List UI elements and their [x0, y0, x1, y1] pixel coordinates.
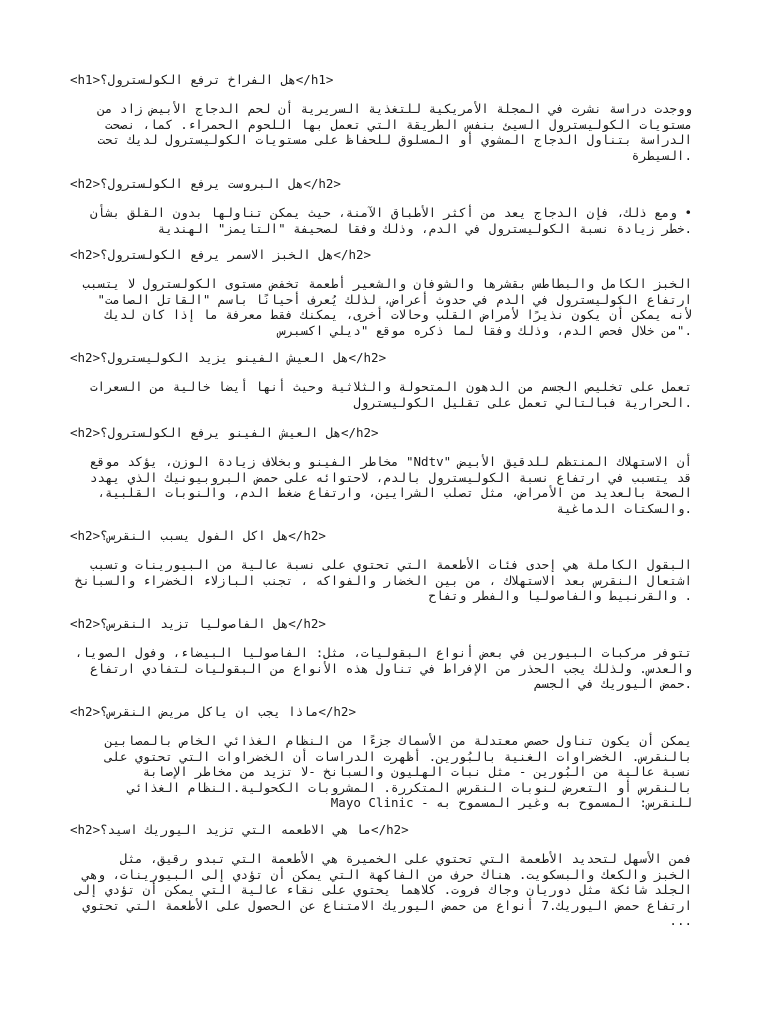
section-heading: <h2>ماذا يجب ان ياكل مريض النقرس؟</h2> [70, 704, 356, 719]
section-heading: <h2>هل اكل الفول يسبب النقرس؟</h2> [70, 528, 326, 543]
section-paragraph: أن الاستهلاك المنتظم للدقيق الأبيض "Ndtv" مخاطر الفينو وبخلاف زيادة الوزن، يؤكد موقع قد يتسبب في ارتفاع نسبة الكوليسترول بالدم، لاحتوائه على حمض البروبيونيك الذي يهدد الصحة بالعديد من الأمراض، مثل تصلب الشرايين، وارتفاع ضغط الدم، والنوبات القلبية، .والسكتات الدماغية [89, 454, 692, 516]
section-heading: <h2>هل الفاصوليا تزيد النقرس؟</h2> [70, 616, 326, 631]
section-heading: <h2>هل الخبز الاسمر يرفع الكولسترول؟</h2> [70, 247, 372, 262]
section-paragraph: • ومع ذلك، فإن الدجاج يعد من أكثر الأطباق الآمنة، حيث يمكن تناولها بدون القلق بشأن .خطر زيادة نسبة الكوليسترول في الدم، وذلك وفقا لصحيفة "التايمز" الهندية [89, 205, 692, 236]
section-paragraph: البقول الكاملة هي إحدى فئات الأطعمة التي تحتوي على نسبة عالية من البيورينات وتسبب اشتعال النقرس بعد الاستهلاك ، من بين الخضار والفواكه ، تجنب البازلاء الخضراء والسبانخ . والقرنبيط والفاصوليا والفطر وتفاح [74, 557, 692, 603]
section-heading: <h1>هل الفراخ ترفع الكولسترول؟</h1> [70, 72, 334, 87]
section-paragraph: تتوفر مركبات البيورين في بعض أنواع البقوليات، مثل: الفاصوليا البيضاء، وفول الصويا، والعدس. ولذلك يجب الحذر من الإفراط في تناول هذه الأنواع من البقوليات لتفادي ارتفاع .حمض اليوريك في الجسم [74, 645, 692, 691]
section-paragraph: ووجدت دراسة نشرت في المجلة الأمريكية للتغذية السريرية أن لحم الدجاج الأبيض زاد من مستويات الكوليسترول السيئ بنفس الطريقة التي تعمل بها اللحوم الحمراء. كما، نصحت الدراسة بتناول الدجاج المشوي أو المسلوق للحفاظ على مستويات الكوليسترول لديك تحت .السيطرة [97, 101, 692, 163]
section-heading: <h2>هل البروست يرفع الكولسترول؟</h2> [70, 176, 341, 191]
section-heading: <h2>هل العيش الفينو يزيد الكوليسترول؟</h2> [70, 350, 387, 365]
section-paragraph: يمكن أن يكون تناول حصص معتدلة من الأسماك جزءًا من النظام الغذائي الخاص بالمصابين بالنقرس. الخضراوات الغنية بالبُورين. أظهرت الدراسات أن الخضراوات التي تحتوي على نسبة عالية من البُورين - مثل نبات الهليون والسبانخ -لا تزيد من مخاطر الإصابة بالنقرس أو التعرض لنوبات النقرس المتكررة. المشروبات الكحولية.النظام الغذائي Mayo Clinic - للنقرس: المسموح به وغير المسموح به [105, 733, 692, 810]
section-heading: <h2>هل العيش الفينو يرفع الكولسترول؟</h2> [70, 425, 379, 440]
section-paragraph: تعمل على تخليص الجسم من الدهون المتحولة والثلاثية وحيث أنها أيضا خالية من السعرات .الحرارية فبالتالي تعمل على تقليل الكوليسترول [89, 379, 692, 410]
section-paragraph: فمن الأسهل لتحديد الأطعمة التي تحتوي على الخميرة هي الأطعمة التي تبدو رقيق، مثل الخبز والكعك والبسكويت. هناك حرف من الفاكهة التي يمكن أن تؤدي إلى البيورينات، وهي الجلد شائكة مثل دوريان وجاك فروت. كلاهما يحتوي على نقاء عالية التي يمكن أن تؤدي إلى ارتفاع حمض اليوريك.7 أنواع من حمض اليوريك الامتناع عن الحصول على الأطعمة التي تحتوي ... [74, 851, 692, 928]
section-heading: <h2>ما هي الاطعمه التي تزيد اليوريك اسيد؟</h2> [70, 822, 409, 837]
section-paragraph: الخبز الكامل والبطاطس بقشرها والشوفان والشعير أطعمة تخفض مستوى الكولسترول لا يتسبب ارتفاع الكوليسترول في الدم في حدوث أعراض، لذلك يُعرف أحيانًا باسم "القاتل الصامت" لأنه يمكن أن يكون نذيرًا لأمراض القلب وحالات أخرى، يمكنك فقط معرفة ما إذا كان لديك ."من خلال فحص الدم، وذلك وفقا لما ذكره موقع "ديلي اكسبرس [82, 276, 692, 338]
